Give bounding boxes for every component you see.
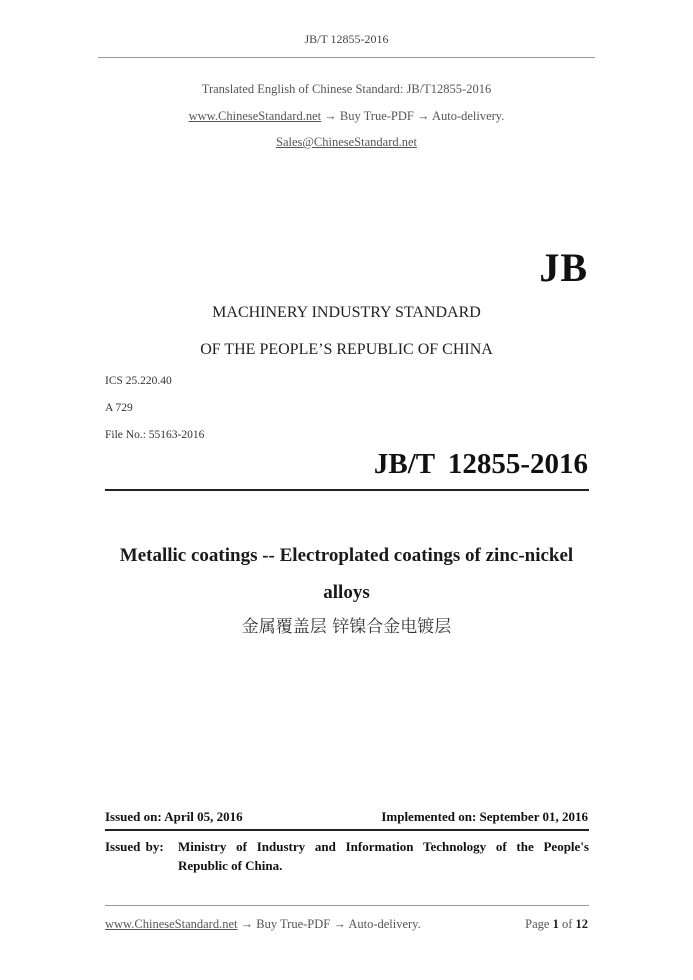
buy-pdf-text: Buy True-PDF (339, 109, 414, 123)
auto-delivery-text: Auto-delivery. (431, 109, 505, 123)
of-label: of (561, 917, 573, 931)
standard-title-line1: MACHINERY INDUSTRY STANDARD (212, 304, 481, 321)
footer-promo (105, 917, 421, 932)
site-link[interactable]: www.ChineseStandard.net (188, 109, 322, 123)
footer-delivery-text: Auto-delivery. (348, 917, 421, 931)
file-number: File No.: 55163-2016 (105, 429, 205, 441)
document-title-line2: alloys (323, 582, 370, 603)
jb-mark: JB (539, 245, 588, 290)
page-label: Page (525, 917, 550, 931)
document-title (0, 537, 693, 611)
promo-line (0, 109, 693, 124)
footer-divider (105, 905, 589, 906)
document-title-chinese: 金属覆盖层 锌镍合金电镀层 (241, 617, 452, 637)
translated-notice: Translated English of Chinese Standard: JB/T12855-2016 (201, 82, 492, 96)
page-indicator (525, 917, 588, 932)
issued-by-value: Ministry of Industry and Information Technology of the People's Republic of China. (178, 839, 589, 873)
footer-site-link[interactable]: www.ChineseStandard.net (105, 917, 238, 931)
issued-by (105, 837, 589, 875)
ccs-code: A 729 (105, 402, 133, 414)
document-title-line1: Metallic coatings -- Electroplated coatings of zinc-nickel (119, 545, 574, 566)
standard-code: JB/T 12855-2016 (373, 448, 588, 480)
standard-title-line2: OF THE PEOPLE’S REPUBLIC OF CHINA (200, 341, 493, 358)
issued-by-label: Issued by: (105, 839, 164, 854)
header-divider (98, 57, 595, 58)
arrow-icon: → (240, 917, 254, 931)
sales-line (0, 135, 693, 150)
page-number: 1 (552, 917, 559, 931)
running-header: JB/T 12855-2016 (304, 32, 389, 46)
arrow-icon: → (333, 917, 346, 931)
ics-code: ICS 25.220.40 (105, 375, 172, 387)
page-total: 12 (575, 917, 588, 931)
issued-on-date: Issued on: April 05, 2016 (105, 809, 243, 824)
arrow-icon: → (324, 109, 337, 123)
implemented-on-date: Implemented on: September 01, 2016 (381, 809, 588, 824)
code-divider (105, 489, 589, 491)
footer-buy-text: Buy True-PDF (256, 917, 331, 931)
arrow-icon: → (417, 109, 430, 123)
sales-email-link[interactable]: Sales@ChineseStandard.net (276, 135, 417, 149)
issued-divider (105, 829, 589, 831)
